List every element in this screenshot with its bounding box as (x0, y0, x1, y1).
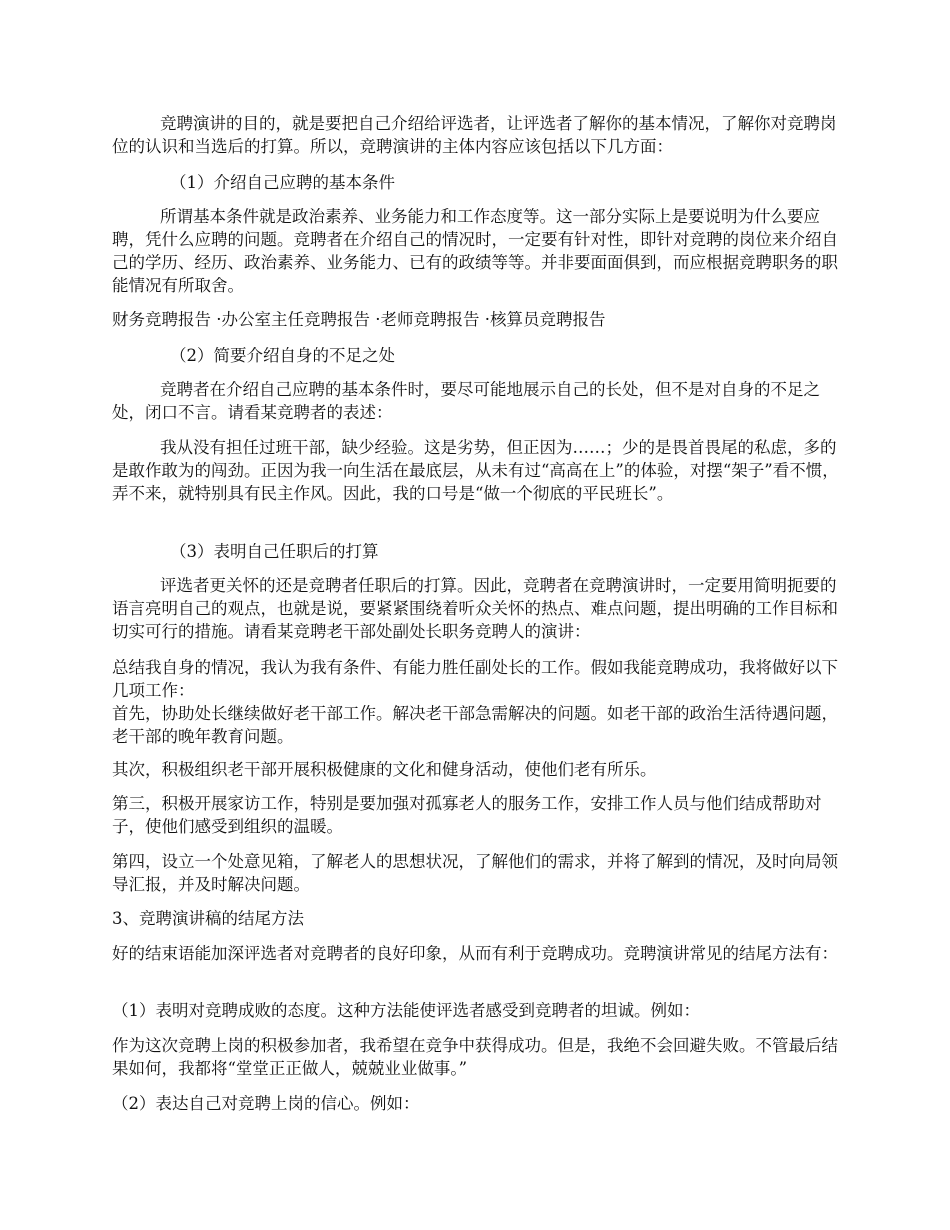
related-links-line[interactable]: 财务竞聘报告 ·办公室主任竞聘报告 ·老师竞聘报告 ·核算员竞聘报告 (112, 310, 606, 329)
section-heading-1: （1）介绍自己应聘的基本条件 (170, 173, 395, 192)
example-quote-paragraph: 我从没有担任过班干部，缺少经验。这是劣势，但正因为……；少的是畏首畏尾的私虑，多的是敢作敢为的闯劲。正因为我一向生活在最底层，从未有过“高高在上”的体验，对摆“架子”看不惯，弄不来，就特别具有民主作风。因此，我的口号是“做一个彻底的平民班长”。 (112, 438, 839, 503)
closing-methods-heading: 3、竞聘演讲稿的结尾方法 (112, 909, 304, 928)
speech-second-point: 其次，积极组织老干部开展积极健康的文化和健身活动，使他们老有所乐。 (112, 760, 657, 779)
basic-conditions-paragraph: 所谓基本条件就是政治素养、业务能力和工作态度等。这一部分实际上是要说明为什么要应聘，凭什么应聘的问题。竞聘者在介绍自己的情况时，一定要有针对性，即针对竞聘的岗位来介绍自己的学历、经历、政治素养、业务能力、已有的政绩等等。并非要面面俱到，而应根据竞聘职务的职能情况有所取舍。 (112, 207, 838, 295)
closing-example-quote: 作为这次竞聘上岗的积极参加者，我希望在竞争中获得成功。但是，我绝不会回避失败。不管最后结果如何，我都将“堂堂正正做人，兢兢业业做事。” (112, 1036, 838, 1078)
section-heading-2: （2）简要介绍自身的不足之处 (170, 346, 395, 365)
closing-intro-paragraph: 好的结束语能加深评选者对竞聘者的良好印象，从而有利于竞聘成功。竞聘演讲常见的结尾方法有： (112, 944, 838, 963)
speech-fourth-point: 第四，设立一个处意见箱，了解老人的思想状况，了解他们的需求，并将了解到的情况，及时向局领导汇报，并及时解决问题。 (112, 852, 838, 894)
section-heading-3: （3）表明自己任职后的打算 (170, 542, 379, 561)
speech-third-point: 第三，积极开展家访工作，特别是要加强对孤寡老人的服务工作，安排工作人员与他们结成帮助对子，使他们感受到组织的温暖。 (112, 794, 822, 836)
speech-summary-paragraph: 总结我自身的情况，我认为我有条件、有能力胜任副处长的工作。假如我能竞聘成功，我将做好以下几项工作： 首先，协助处长继续做好老干部工作。解决老干部急需解决的问题。如老干部的政治生活待遇问题，老干部的晚年教育问题。 (112, 658, 838, 746)
closing-method-1: （1）表明对竞聘成败的态度。这种方法能使评选者感受到竞聘者的坦诚。例如： (112, 1001, 700, 1020)
plans-paragraph: 评选者更关怀的还是竞聘者任职后的打算。因此，竞聘者在竞聘演讲时，一定要用简明扼要的语言亮明自己的观点，也就是说，要紧紧围绕着听众关怀的热点、难点问题，提出明确的工作目标和切实可行的措施。请看某竞聘老干部处副处长职务竞聘人的演讲： (112, 576, 838, 641)
shortcomings-paragraph: 竞聘者在介绍自己应聘的基本条件时，要尽可能地展示自己的长处，但不是对自身的不足之处，闭口不言。请看某竞聘者的表述： (112, 380, 820, 422)
intro-paragraph: 竞聘演讲的目的，就是要把自己介绍给评选者，让评选者了解你的基本情况，了解你对竞聘岗位的认识和当选后的打算。所以，竞聘演讲的主体内容应该包括以下几方面： (112, 114, 837, 156)
closing-method-2: （2）表达自己对竞聘上岗的信心。例如： (112, 1094, 420, 1113)
